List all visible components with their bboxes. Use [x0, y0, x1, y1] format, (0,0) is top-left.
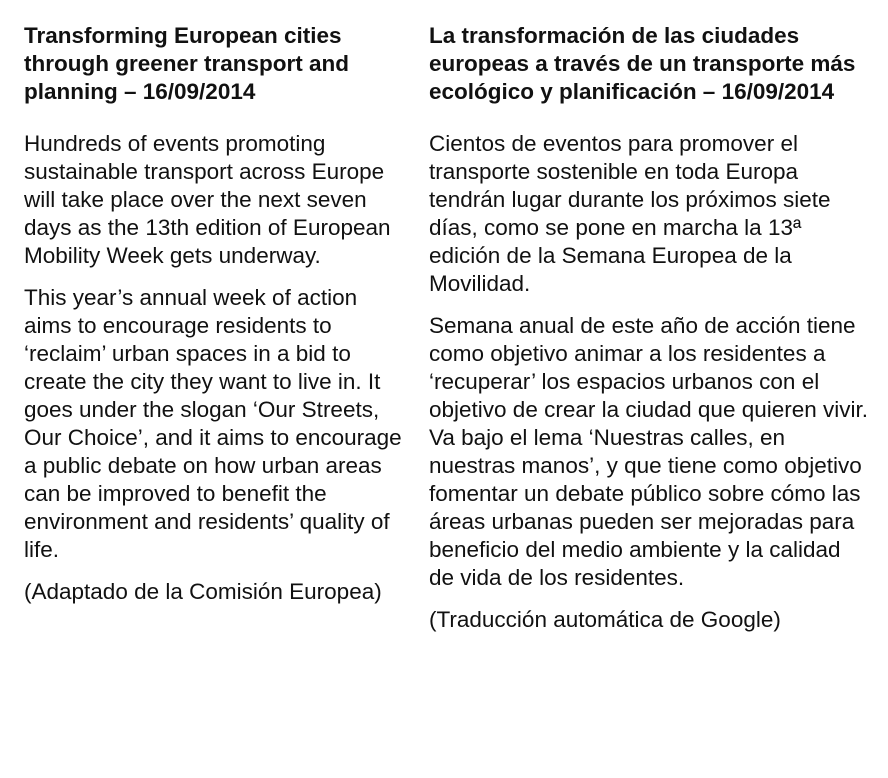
- english-column: [24, 22, 404, 606]
- spanish-paragraph-2: Semana anual de este año de acción tiene como objetivo animar a los residentes a ‘recuperar’ los espacios urbanos con el objetivo de crear la ciudad que quieren vivir. Va bajo el lema ‘Nuestras calles, en nuestras manos’, y que tiene como objetivo fomentar un debate público sobre cómo las áreas urbanas pueden ser mejoradas para beneficio del medio ambiente y la calidad de vida de los residentes.: [429, 313, 869, 590]
- english-paragraph-2: This year’s annual week of action aims to encourage residents to ‘reclaim’ urban spaces in a bid to create the city they want to live in. It goes under the slogan ‘Our Streets, Our Choice’, and it aims to encourage a public debate on how urban areas can be improved to benefit the environment and residents’ quality of life.: [24, 285, 402, 562]
- spanish-source: (Traducción automática de Google): [429, 607, 781, 632]
- spanish-column: [429, 22, 869, 634]
- english-paragraph-1: Hundreds of events promoting sustainable transport across Europe will take place over the next seven days as the 13th edition of European Mobility Week gets underway.: [24, 131, 391, 268]
- english-title: Transforming European cities through greener transport and planning – 16/09/2014: [24, 23, 350, 104]
- spanish-title: La transformación de las ciudades europeas a través de un transporte más ecológico y planificación – 16/09/2014: [429, 23, 856, 104]
- spanish-paragraph-1: Cientos de eventos para promover el transporte sostenible en toda Europa tendrán lugar durante los próximos siete días, como se pone en marcha la 13ª edición de la Semana Europea de la Movilidad.: [429, 131, 831, 296]
- english-source: (Adaptado de la Comisión Europea): [24, 579, 382, 604]
